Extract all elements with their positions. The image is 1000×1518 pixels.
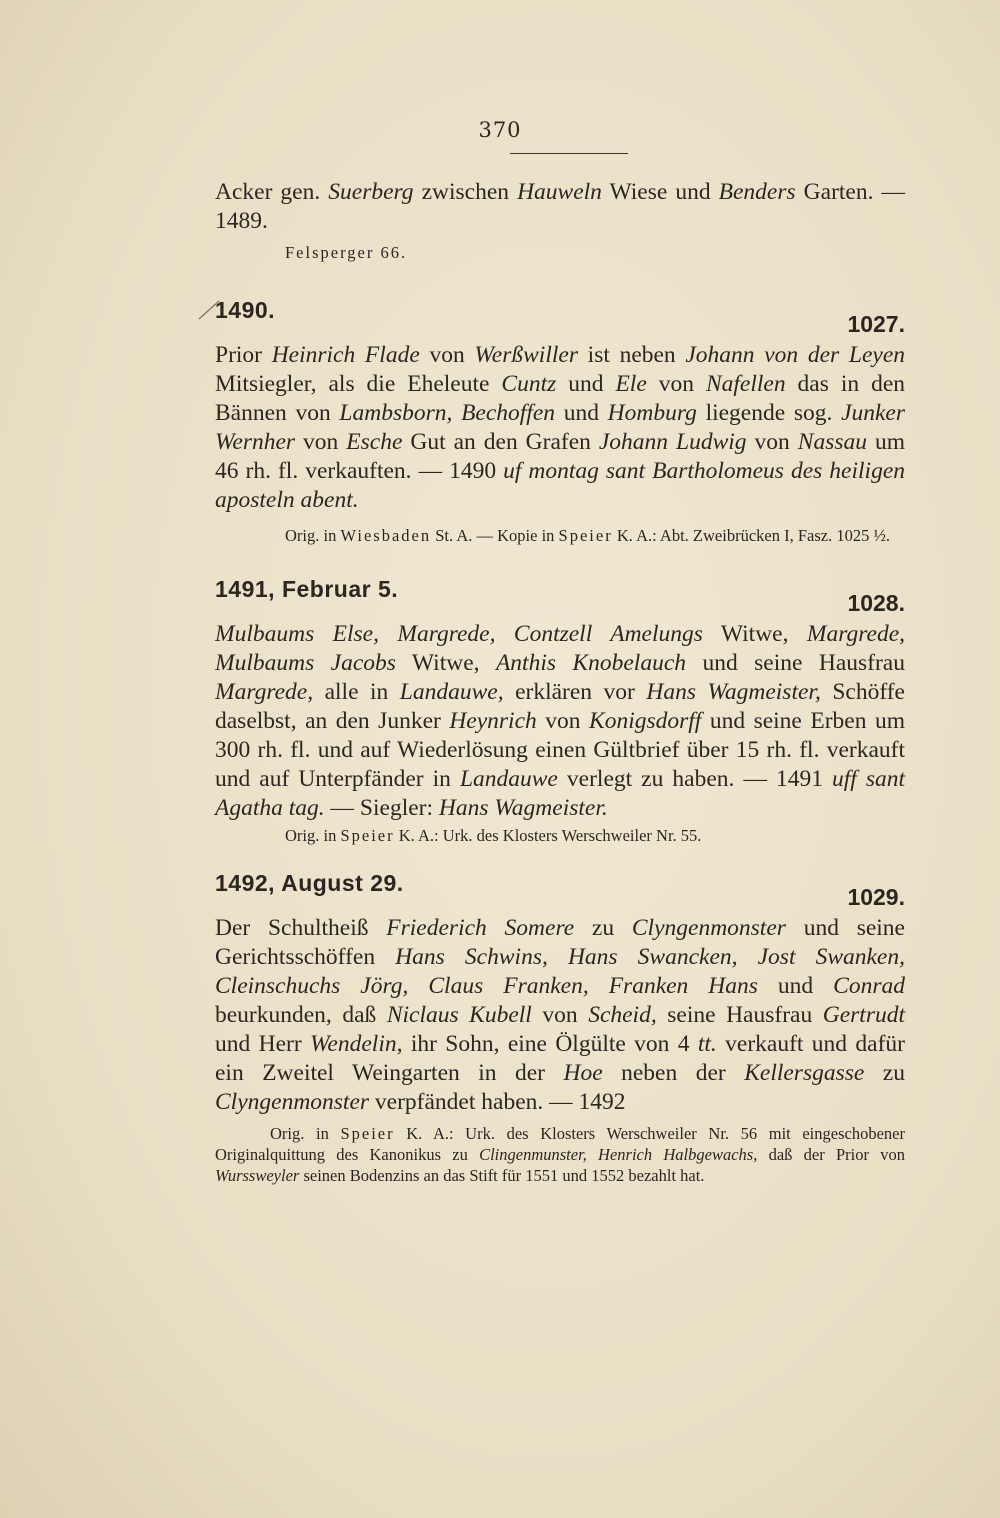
- continuation-source: Felsperger 66.: [285, 243, 408, 262]
- entry-source: Orig. in Speier K. A.: Urk. des Klosters Werschweiler Nr. 56 mit eingeschobener Originalquittung des Kanonikus zu Clingenmunster, Henrich Halbgewachs, daß der Prior von Wurssweyler seinen Bodenzins an das Stift für 1551 und 1552 bezahlt hat.: [215, 1124, 905, 1185]
- entry-text: Der Schultheiß Friederich Somere zu Clyngenmonster und seine Gerichtsschöffen Hans Schwins, Hans Swancken, Jost Swanken, Cleinschuchs Jörg, Claus Franken, Franken Hans und Conrad beurkunden, daß Niclaus Kubell von Scheid, seine Hausfrau Gertrudt und Herr Wendelin, ihr Sohn, eine Ölgülte von 4 tt. verkauft und dafür ein Zweitel Weingarten in der Hoe neben der Kellersgasse zu Clyngenmonster verpfändet haben. — 1492: [215, 915, 905, 1115]
- entry-date: 1490.: [215, 297, 276, 323]
- entry-1027: [215, 297, 905, 546]
- entry-date: 1492, August 29.: [215, 870, 404, 896]
- entry-date: 1491, Februar 5.: [215, 576, 399, 602]
- continuation-entry: [215, 178, 905, 263]
- continuation-text: Acker gen. Suerberg zwischen Hauweln Wiese und Benders Garten. — 1489.: [215, 179, 906, 234]
- entry-source: Orig. in Wiesbaden St. A. — Kopie in Speier K. A.: Abt. Zweibrücken I, Fasz. 1025 ½.: [285, 526, 890, 545]
- entry-number: 1029.: [847, 884, 905, 910]
- entry-number: 1027.: [847, 311, 905, 337]
- entry-text: Mulbaums Else, Margrede, Contzell Amelungs Witwe, Margrede, Mulbaums Jacobs Witwe, Anthis Knobelauch und seine Hausfrau Margrede, alle in Landauwe, erklären vor Hans Wagmeister, Schöffe daselbst, an den Junker Heynrich von Konigsdorff und seine Erben um 300 rh. fl. und auf Wiederlösung einen Gültbrief über 15 rh. fl. verkauft und auf Unterpfänder in Landauwe verlegt zu haben. — 1491 uff sant Agatha tag. — Siegler: Hans Wagmeister.: [215, 621, 905, 821]
- page-number: 370: [478, 118, 522, 142]
- entry-text: Prior Heinrich Flade von Werßwiller ist neben Johann von der Leyen Mitsiegler, als die Eheleute Cuntz und Ele von Nafellen das in den Bännen von Lambsborn, Bechoffen und Homburg liegende sog. Junker Wernher von Esche Gut an den Grafen Johann Ludwig von Nassau um 46 rh. fl. verkauften. — 1490 uf montag sant Bartholomeus des heiligen aposteln abent.: [215, 342, 906, 513]
- entry-source: Orig. in Speier K. A.: Urk. des Klosters Werschweiler Nr. 55.: [285, 826, 702, 845]
- pencil-mark-icon: [197, 297, 221, 321]
- header-rule: [510, 153, 628, 154]
- entry-1029: [215, 870, 905, 1186]
- entry-number: 1028.: [847, 590, 905, 616]
- entry-1028: [215, 576, 905, 846]
- page-content: [215, 178, 905, 1186]
